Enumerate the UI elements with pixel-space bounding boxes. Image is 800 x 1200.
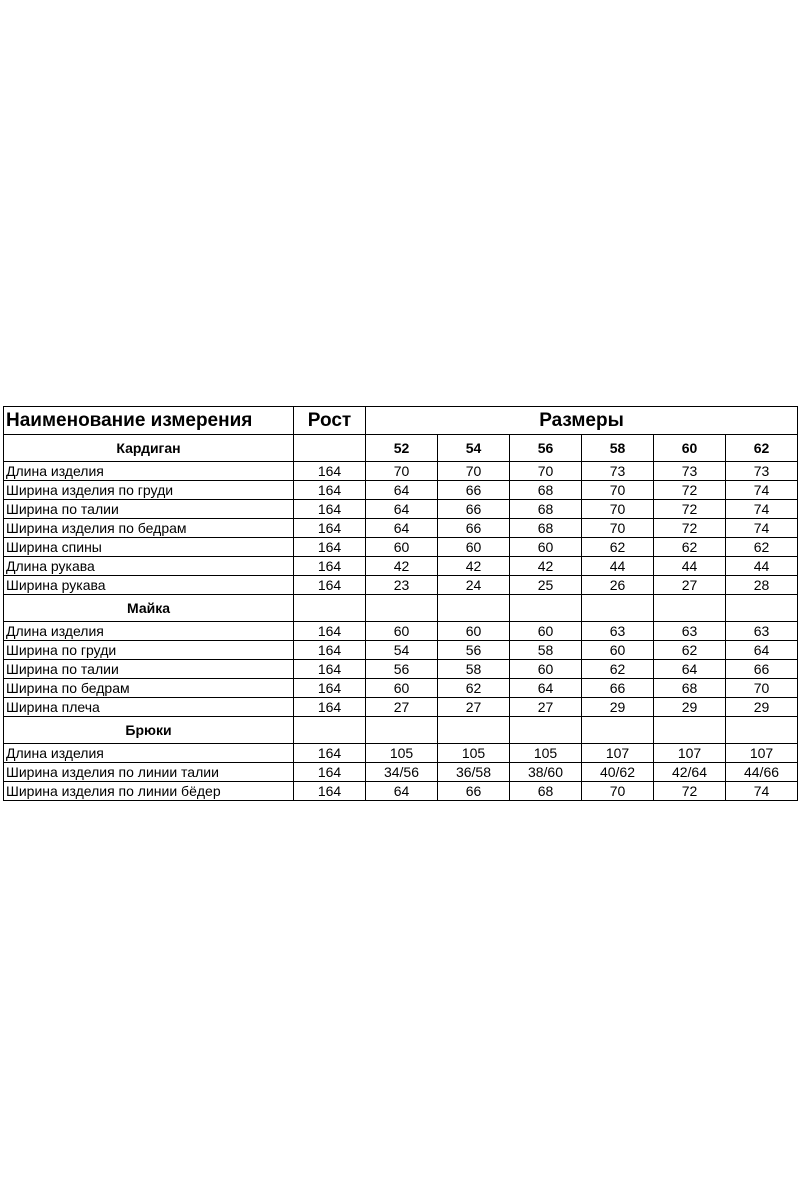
size-value: 70 [726, 679, 798, 698]
size-value: 36/58 [438, 763, 510, 782]
table-row [4, 557, 798, 576]
size-value: 72 [654, 481, 726, 500]
size-value: 105 [510, 744, 582, 763]
size-value: 64 [510, 679, 582, 698]
size-value: 60 [510, 660, 582, 679]
measurement-name: Ширина по бедрам [4, 679, 294, 698]
empty-cell [654, 595, 726, 622]
section-title: Кардиган [4, 435, 294, 462]
size-value: 64 [366, 782, 438, 801]
measurement-name: Ширина по груди [4, 641, 294, 660]
size-value: 107 [582, 744, 654, 763]
size-value: 26 [582, 576, 654, 595]
size-value: 25 [510, 576, 582, 595]
size-header-cell: 54 [438, 435, 510, 462]
empty-cell [438, 717, 510, 744]
size-value: 64 [366, 519, 438, 538]
size-value: 29 [654, 698, 726, 717]
size-value: 42/64 [654, 763, 726, 782]
empty-cell [582, 717, 654, 744]
size-value: 60 [582, 641, 654, 660]
size-value: 70 [582, 519, 654, 538]
size-value: 27 [654, 576, 726, 595]
size-value: 64 [726, 641, 798, 660]
size-chart-table [3, 406, 798, 801]
measurement-name: Длина изделия [4, 622, 294, 641]
size-value: 74 [726, 782, 798, 801]
size-value: 64 [366, 481, 438, 500]
height-value: 164 [294, 519, 366, 538]
size-value: 38/60 [510, 763, 582, 782]
size-value: 70 [582, 782, 654, 801]
height-value: 164 [294, 622, 366, 641]
size-value: 107 [726, 744, 798, 763]
height-value: 164 [294, 557, 366, 576]
size-value: 63 [582, 622, 654, 641]
measurement-name-header: Наименование измерения [4, 407, 294, 435]
height-value: 164 [294, 481, 366, 500]
size-value: 74 [726, 481, 798, 500]
size-value: 66 [438, 500, 510, 519]
table-row [4, 679, 798, 698]
size-value: 62 [438, 679, 510, 698]
size-value: 72 [654, 519, 726, 538]
size-header-cell: 60 [654, 435, 726, 462]
size-value: 27 [438, 698, 510, 717]
table-row [4, 500, 798, 519]
measurement-name: Ширина плеча [4, 698, 294, 717]
table-row [4, 744, 798, 763]
height-value: 164 [294, 641, 366, 660]
size-value: 70 [510, 462, 582, 481]
height-value: 164 [294, 698, 366, 717]
size-value: 44/66 [726, 763, 798, 782]
size-value: 107 [654, 744, 726, 763]
section-title: Майка [4, 595, 294, 622]
empty-cell [294, 595, 366, 622]
size-value: 44 [654, 557, 726, 576]
size-value: 60 [366, 622, 438, 641]
size-value: 56 [366, 660, 438, 679]
table-row [4, 576, 798, 595]
size-value: 105 [438, 744, 510, 763]
size-value: 60 [438, 622, 510, 641]
table-row [4, 481, 798, 500]
size-value: 70 [582, 500, 654, 519]
size-value: 64 [366, 500, 438, 519]
empty-cell [510, 717, 582, 744]
empty-cell [438, 595, 510, 622]
size-value: 62 [726, 538, 798, 557]
size-header-cell: 58 [582, 435, 654, 462]
height-value: 164 [294, 679, 366, 698]
size-value: 70 [366, 462, 438, 481]
size-value: 66 [726, 660, 798, 679]
empty-cell [726, 595, 798, 622]
size-value: 56 [438, 641, 510, 660]
sizes-header: Размеры [366, 407, 798, 435]
measurement-name: Длина рукава [4, 557, 294, 576]
height-value: 164 [294, 538, 366, 557]
size-value: 60 [510, 622, 582, 641]
size-value: 68 [510, 500, 582, 519]
size-value: 66 [438, 782, 510, 801]
measurement-name: Ширина по талии [4, 660, 294, 679]
empty-cell [294, 717, 366, 744]
size-value: 44 [726, 557, 798, 576]
size-value: 66 [438, 481, 510, 500]
size-value: 66 [438, 519, 510, 538]
table-row [4, 622, 798, 641]
size-value: 42 [366, 557, 438, 576]
measurement-name: Ширина изделия по груди [4, 481, 294, 500]
empty-cell [654, 717, 726, 744]
height-value: 164 [294, 782, 366, 801]
measurement-name: Длина изделия [4, 744, 294, 763]
size-value: 58 [510, 641, 582, 660]
table-body [4, 407, 798, 801]
size-value: 62 [654, 538, 726, 557]
table-row [4, 519, 798, 538]
size-value: 29 [582, 698, 654, 717]
measurement-name: Ширина изделия по линии бёдер [4, 782, 294, 801]
measurement-name: Ширина изделия по линии талии [4, 763, 294, 782]
table-row [4, 763, 798, 782]
table-row [4, 660, 798, 679]
size-value: 73 [582, 462, 654, 481]
size-value: 64 [654, 660, 726, 679]
section-row [4, 595, 798, 622]
size-value: 29 [726, 698, 798, 717]
size-value: 60 [510, 538, 582, 557]
size-value: 60 [366, 538, 438, 557]
size-value: 68 [510, 519, 582, 538]
size-header-cell: 62 [726, 435, 798, 462]
size-value: 34/56 [366, 763, 438, 782]
size-value: 23 [366, 576, 438, 595]
size-value: 105 [366, 744, 438, 763]
table-row [4, 462, 798, 481]
section-row [4, 717, 798, 744]
height-value: 164 [294, 744, 366, 763]
measurement-name: Ширина рукава [4, 576, 294, 595]
size-value: 63 [726, 622, 798, 641]
size-value: 68 [510, 481, 582, 500]
size-value: 66 [582, 679, 654, 698]
size-value: 62 [582, 660, 654, 679]
table-header-row [4, 407, 798, 435]
empty-cell [510, 595, 582, 622]
size-value: 70 [582, 481, 654, 500]
size-value: 60 [366, 679, 438, 698]
size-value: 62 [582, 538, 654, 557]
size-value: 27 [510, 698, 582, 717]
height-value: 164 [294, 660, 366, 679]
size-header-cell: 56 [510, 435, 582, 462]
size-value: 72 [654, 782, 726, 801]
height-header: Рост [294, 407, 366, 435]
size-value: 74 [726, 500, 798, 519]
table-row [4, 641, 798, 660]
size-value: 27 [366, 698, 438, 717]
height-value: 164 [294, 763, 366, 782]
size-value: 60 [438, 538, 510, 557]
table-row [4, 538, 798, 557]
empty-cell [294, 435, 366, 462]
measurement-name: Ширина спины [4, 538, 294, 557]
size-value: 68 [654, 679, 726, 698]
size-value: 63 [654, 622, 726, 641]
size-value: 44 [582, 557, 654, 576]
size-value: 40/62 [582, 763, 654, 782]
empty-cell [366, 717, 438, 744]
empty-cell [582, 595, 654, 622]
size-value: 42 [510, 557, 582, 576]
height-value: 164 [294, 576, 366, 595]
table-row [4, 782, 798, 801]
size-value: 73 [654, 462, 726, 481]
measurement-name: Длина изделия [4, 462, 294, 481]
table-row [4, 698, 798, 717]
size-value: 28 [726, 576, 798, 595]
size-value: 24 [438, 576, 510, 595]
section-row [4, 435, 798, 462]
section-title: Брюки [4, 717, 294, 744]
measurement-name: Ширина по талии [4, 500, 294, 519]
empty-cell [726, 717, 798, 744]
height-value: 164 [294, 500, 366, 519]
size-value: 74 [726, 519, 798, 538]
size-value: 70 [438, 462, 510, 481]
empty-cell [366, 595, 438, 622]
size-value: 58 [438, 660, 510, 679]
size-value: 68 [510, 782, 582, 801]
height-value: 164 [294, 462, 366, 481]
size-header-cell: 52 [366, 435, 438, 462]
size-value: 42 [438, 557, 510, 576]
size-value: 54 [366, 641, 438, 660]
size-value: 72 [654, 500, 726, 519]
size-value: 62 [654, 641, 726, 660]
measurement-name: Ширина изделия по бедрам [4, 519, 294, 538]
size-value: 73 [726, 462, 798, 481]
